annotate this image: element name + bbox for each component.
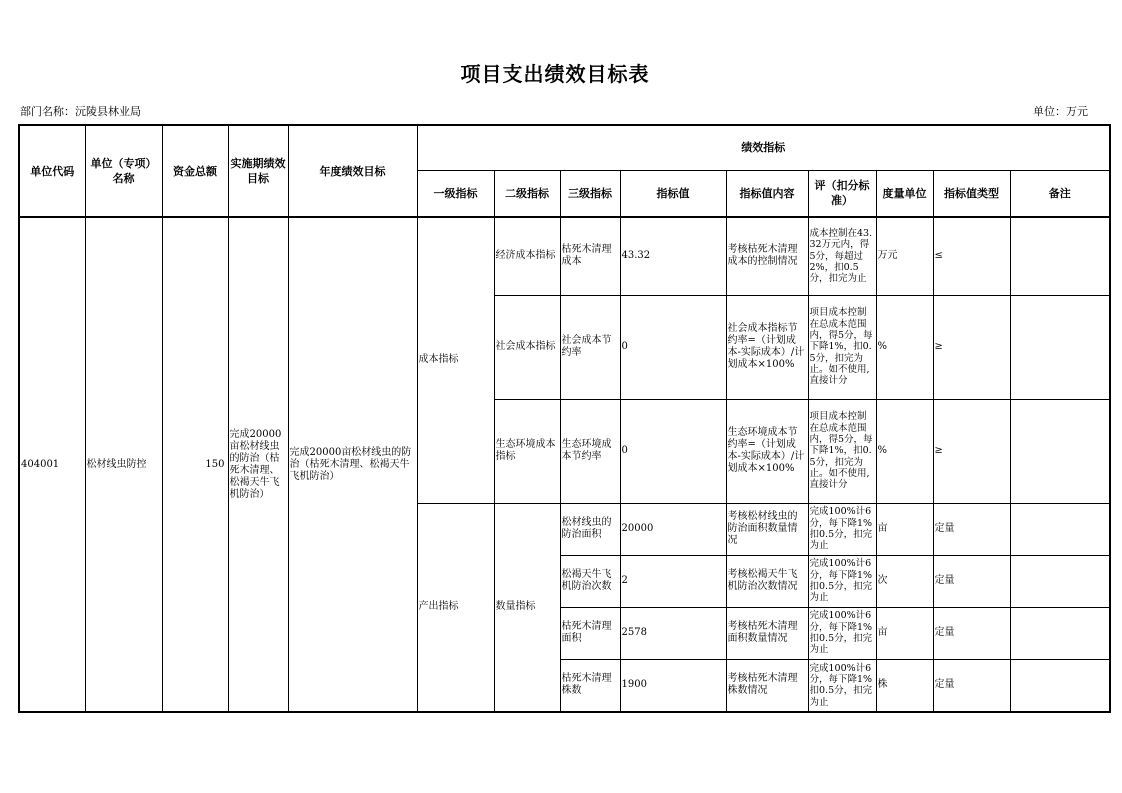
header-level1: 一级指标 — [417, 170, 494, 217]
currency-unit: 单位：万元 — [1033, 105, 1088, 118]
indicator-value-cell: 20000 — [620, 503, 726, 555]
header-level2: 二级指标 — [494, 170, 560, 217]
value-type-cell: ≥ — [933, 295, 1010, 399]
value-type-cell: ≤ — [933, 217, 1010, 295]
level3-cell: 枯死木清理面积 — [560, 607, 620, 659]
indicator-content-cell: 考核松材线虫的防治面积数量情况 — [726, 503, 808, 555]
unit-code-cell: 404001 — [19, 217, 85, 712]
annual-goal-cell: 完成20000亩松材线虫的防治（枯死木清理、松褐天牛飞机防治） — [288, 217, 417, 712]
period-goal-cell: 完成20000亩松材线虫的防治（枯死木清理、松褐天牛飞机防治） — [228, 217, 288, 712]
scoring-cell: 完成100%计6分，每下降1%扣0.5分，扣完为止 — [808, 555, 876, 607]
header-indicator-content: 指标值内容 — [726, 170, 808, 217]
scoring-cell: 项目成本控制在总成本范围内，得5分，每下降1%，扣0.5分，扣完为止。如不使用,直接计分 — [808, 295, 876, 399]
header-scoring: 评（扣分标准） — [808, 170, 876, 217]
header-unit-name: 单位（专项）名称 — [85, 125, 162, 217]
remarks-cell — [1010, 399, 1110, 503]
measure-unit-cell: 亩 — [876, 503, 933, 555]
value-type-cell: ≥ — [933, 399, 1010, 503]
indicator-content-cell: 社会成本指标节约率=（计划成本-实际成本）/计划成本×100% — [726, 295, 808, 399]
remarks-cell — [1010, 217, 1110, 295]
indicator-content-cell: 考核枯死木清理株数情况 — [726, 659, 808, 712]
scoring-cell: 成本控制在43.32万元内，得5分，每超过2%，扣0.5分，扣完为止 — [808, 217, 876, 295]
indicator-value-cell: 0 — [620, 399, 726, 503]
level3-cell: 枯死木清理成本 — [560, 217, 620, 295]
header-performance: 绩效指标 — [417, 125, 1110, 170]
indicator-content-cell: 考核枯死木清理面积数量情况 — [726, 607, 808, 659]
measure-unit-cell: 万元 — [876, 217, 933, 295]
scoring-cell: 项目成本控制在总成本范围内，得5分，每下降1%，扣0.5分，扣完为止。如不使用,直接计分 — [808, 399, 876, 503]
measure-unit-cell: % — [876, 399, 933, 503]
indicator-content-cell: 考核松褐天牛飞机防治次数情况 — [726, 555, 808, 607]
unit-name-cell: 松材线虫防控 — [85, 217, 162, 712]
table-row — [19, 217, 1110, 295]
indicator-value-cell: 1900 — [620, 659, 726, 712]
header-period-goal: 实施期绩效目标 — [228, 125, 288, 217]
level2-cell: 数量指标 — [494, 503, 560, 712]
indicator-content-cell: 考核枯死木清理成本的控制情况 — [726, 217, 808, 295]
level3-cell: 枯死木清理株数 — [560, 659, 620, 712]
indicator-value-cell: 2 — [620, 555, 726, 607]
header-measure-unit: 度量单位 — [876, 170, 933, 217]
indicator-value-cell: 0 — [620, 295, 726, 399]
performance-target-table — [18, 124, 1111, 713]
scoring-cell: 完成100%计6分，每下降1%扣0.5分，扣完为止 — [808, 503, 876, 555]
value-type-cell: 定量 — [933, 503, 1010, 555]
level2-cell: 经济成本指标 — [494, 217, 560, 295]
value-type-cell: 定量 — [933, 555, 1010, 607]
department-name: 部门名称：沅陵县林业局 — [20, 105, 141, 118]
remarks-cell — [1010, 607, 1110, 659]
measure-unit-cell: % — [876, 295, 933, 399]
indicator-value-cell: 43.32 — [620, 217, 726, 295]
scoring-cell: 完成100%计6分，每下降1%扣0.5分，扣完为止 — [808, 659, 876, 712]
measure-unit-cell: 株 — [876, 659, 933, 712]
measure-unit-cell: 亩 — [876, 607, 933, 659]
header-level3: 三级指标 — [560, 170, 620, 217]
scoring-cell: 完成100%计6分，每下降1%扣0.5分，扣完为止 — [808, 607, 876, 659]
level3-cell: 松褐天牛飞机防治次数 — [560, 555, 620, 607]
remarks-cell — [1010, 659, 1110, 712]
header-annual-goal: 年度绩效目标 — [288, 125, 417, 217]
value-type-cell: 定量 — [933, 659, 1010, 712]
level3-cell: 社会成本节约率 — [560, 295, 620, 399]
value-type-cell: 定量 — [933, 607, 1010, 659]
header-indicator-value: 指标值 — [620, 170, 726, 217]
remarks-cell — [1010, 295, 1110, 399]
header-unit-code: 单位代码 — [19, 125, 85, 217]
remarks-cell — [1010, 503, 1110, 555]
indicator-value-cell: 2578 — [620, 607, 726, 659]
level3-cell: 松材线虫的防治面积 — [560, 503, 620, 555]
remarks-cell — [1010, 555, 1110, 607]
header-remarks: 备注 — [1010, 170, 1110, 217]
level1-cell: 成本指标 — [417, 217, 494, 503]
level2-cell: 社会成本指标 — [494, 295, 560, 399]
level2-cell: 生态环境成本指标 — [494, 399, 560, 503]
level3-cell: 生态环境成本节约率 — [560, 399, 620, 503]
total-funds-cell: 150 — [162, 217, 228, 712]
page-title: 项目支出绩效目标表 — [460, 62, 650, 86]
level1-cell: 产出指标 — [417, 503, 494, 712]
indicator-content-cell: 生态环境成本节约率=（计划成本-实际成本）/计划成本×100% — [726, 399, 808, 503]
header-total-funds: 资金总额 — [162, 125, 228, 217]
header-value-type: 指标值类型 — [933, 170, 1010, 217]
measure-unit-cell: 次 — [876, 555, 933, 607]
